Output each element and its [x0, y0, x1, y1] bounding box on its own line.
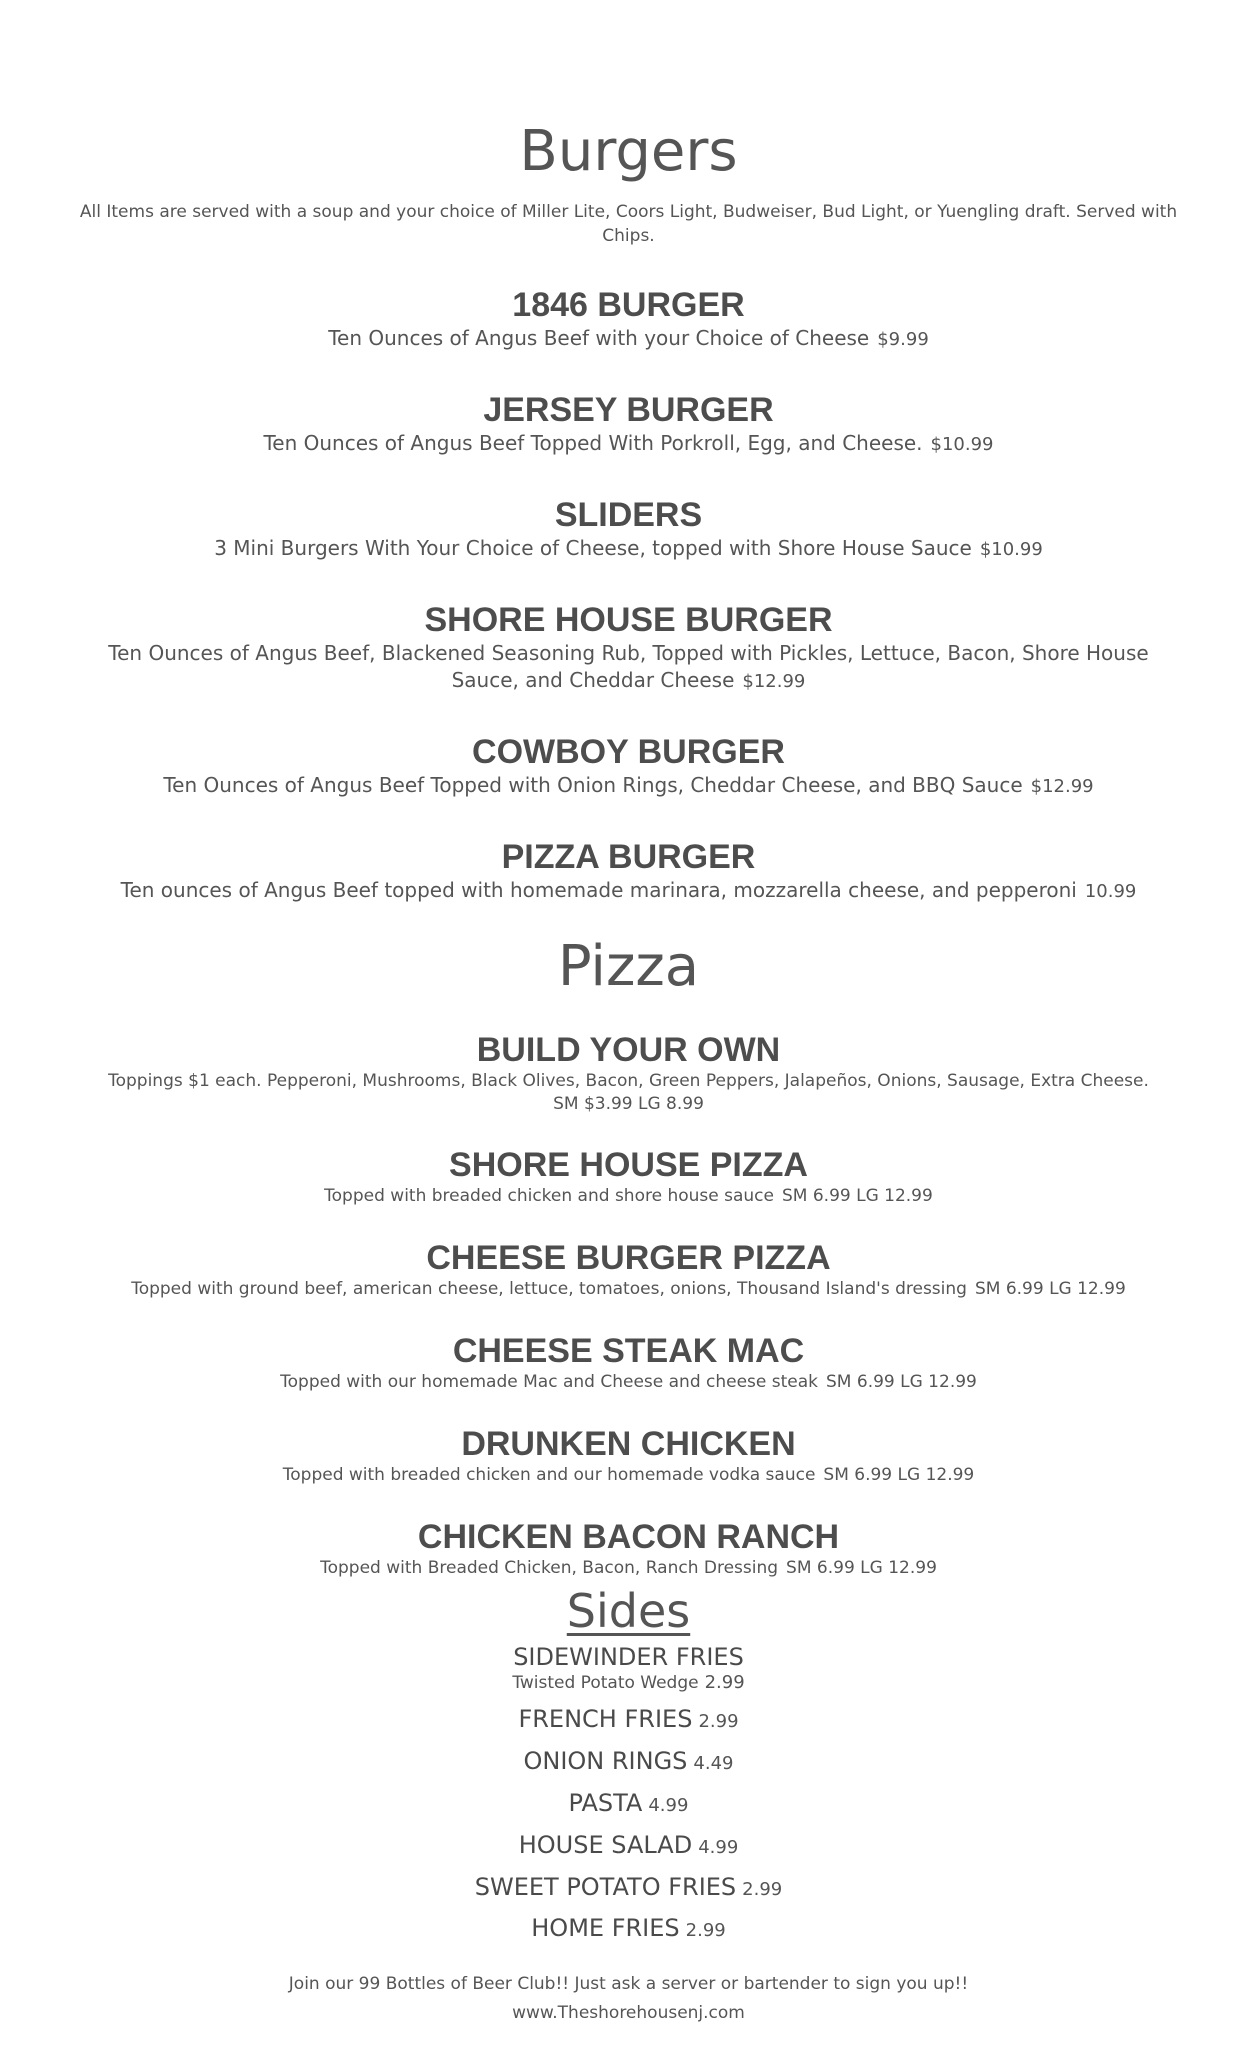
side-item: [0, 1642, 1257, 1694]
menu-item: [0, 1030, 1257, 1116]
item-price: SM 6.99 LG 12.99: [786, 1558, 937, 1578]
item-desc: [79, 640, 1179, 695]
side-item: [0, 1913, 1257, 1946]
website-link[interactable]: www.Theshorehousenj.com: [512, 2003, 745, 2023]
item-price: $10.99: [979, 539, 1043, 560]
side-price: 4.99: [698, 1837, 739, 1858]
side-name-text: SWEET POTATO FRIES: [474, 1873, 737, 1901]
side-name: SIDEWINDER FRIES: [513, 1643, 744, 1671]
item-name: SHORE HOUSE BURGER: [424, 601, 833, 639]
burgers-section: [0, 120, 1257, 184]
item-desc-text: 3 Mini Burgers With Your Choice of Cheese, topped with Shore House Sauce: [214, 536, 972, 560]
item-price: SM 6.99 LG 12.99: [823, 1465, 975, 1485]
side-name-text: HOME FRIES: [531, 1914, 680, 1942]
side-name-text: ONION RINGS: [523, 1747, 688, 1775]
side-name-text: PASTA: [568, 1789, 643, 1817]
side-price: 2.99: [704, 1672, 745, 1693]
side-name-text: FRENCH FRIES: [518, 1705, 693, 1733]
side-name: [0, 1913, 1257, 1946]
menu-item: [0, 600, 1257, 695]
side-name: [0, 1788, 1257, 1821]
item-desc: [69, 772, 1189, 800]
section-title-sides: Sides: [566, 1584, 691, 1638]
item-desc: Toppings $1 each. Pepperoni, Mushrooms, Black Olives, Bacon, Green Peppers, Jalapeños, Onions, Sausage, Extra Cheese.: [108, 1071, 1149, 1091]
item-name: COWBOY BURGER: [472, 733, 785, 771]
menu-item: [0, 732, 1257, 800]
item-name: DRUNKEN CHICKEN: [461, 1425, 796, 1463]
item-desc-text: Topped with breaded chicken and our homemade vodka sauce: [282, 1465, 816, 1485]
side-name: [0, 1704, 1257, 1737]
item-name: SLIDERS: [554, 496, 703, 534]
section-title-pizza: Pizza: [557, 934, 700, 999]
item-name: 1846 BURGER: [512, 286, 745, 324]
item-price: $9.99: [877, 329, 929, 350]
side-price: 4.99: [648, 1795, 689, 1816]
side-name-text: HOUSE SALAD: [518, 1831, 693, 1859]
side-price: 4.49: [693, 1753, 734, 1774]
side-name: [0, 1872, 1257, 1905]
footer-website-block: [0, 2001, 1257, 2025]
side-item: [0, 1788, 1257, 1821]
item-desc-text: Topped with ground beef, american cheese, lettuce, tomatoes, onions, Thousand Island's dressing: [131, 1279, 967, 1299]
item-name: CHEESE BURGER PIZZA: [426, 1239, 831, 1277]
item-name: JERSEY BURGER: [483, 391, 774, 429]
side-item: [0, 1746, 1257, 1779]
menu-item: [0, 1238, 1257, 1301]
item-desc-text: Ten Ounces of Angus Beef Topped With Porkroll, Egg, and Cheese.: [263, 431, 923, 455]
side-price: 2.99: [742, 1879, 783, 1900]
item-price: SM 6.99 LG 12.99: [974, 1279, 1126, 1299]
side-price: 2.99: [698, 1711, 739, 1732]
side-item: [0, 1872, 1257, 1905]
item-name: PIZZA BURGER: [501, 838, 756, 876]
item-desc: [69, 325, 1189, 353]
item-desc-text: Topped with our homemade Mac and Cheese and cheese steak: [280, 1372, 819, 1392]
item-price: $10.99: [930, 434, 994, 455]
side-item: [0, 1830, 1257, 1863]
item-price: $12.99: [742, 671, 806, 692]
item-desc-text: Ten Ounces of Angus Beef Topped with Onion Rings, Cheddar Cheese, and BBQ Sauce: [163, 773, 1023, 797]
section-title-burgers: Burgers: [519, 119, 738, 184]
item-price: $12.99: [1030, 776, 1094, 797]
item-name: CHEESE STEAK MAC: [452, 1332, 805, 1370]
item-name: CHICKEN BACON RANCH: [417, 1518, 840, 1556]
pizza-section: [0, 935, 1257, 999]
item-desc: [69, 1278, 1189, 1301]
menu-item: [0, 1424, 1257, 1487]
item-name: BUILD YOUR OWN: [476, 1031, 781, 1069]
item-desc: [69, 1557, 1189, 1580]
item-price: 10.99: [1084, 881, 1137, 902]
item-desc-text: Ten ounces of Angus Beef topped with homemade marinara, mozzarella cheese, and pepperoni: [120, 878, 1077, 902]
item-desc: [69, 1371, 1189, 1394]
menu-item: [0, 1517, 1257, 1580]
side-item: [0, 1704, 1257, 1737]
menu-item: [0, 285, 1257, 353]
menu-item: [0, 495, 1257, 563]
item-desc-text: Topped with breaded chicken and shore house sauce: [324, 1186, 774, 1206]
beer-club-note: Join our 99 Bottles of Beer Club!! Just ask a server or bartender to sign you up!!: [288, 1974, 969, 1994]
side-price: 2.99: [685, 1920, 726, 1941]
item-desc-text: Ten Ounces of Angus Beef with your Choice of Cheese: [328, 326, 870, 350]
item-price: SM $3.99 LG 8.99: [553, 1094, 704, 1114]
burgers-intro-block: [0, 200, 1257, 248]
side-name: [0, 1830, 1257, 1863]
item-desc: [69, 535, 1189, 563]
item-price: SM 6.99 LG 12.99: [781, 1186, 933, 1206]
menu-item: [0, 1331, 1257, 1394]
item-desc: [69, 877, 1189, 905]
side-desc: [0, 1672, 1257, 1694]
item-price: SM 6.99 LG 12.99: [826, 1372, 977, 1392]
burgers-intro: All Items are served with a soup and your choice of Miller Lite, Coors Light, Budweiser, Bud Light, or Yuengling draft. Served with Chips.: [79, 202, 1178, 246]
side-desc-text: Twisted Potato Wedge: [512, 1673, 699, 1693]
item-name: SHORE HOUSE PIZZA: [449, 1146, 808, 1184]
menu-item: [0, 390, 1257, 458]
footer: [0, 1972, 1257, 1996]
item-desc: [69, 430, 1189, 458]
item-desc: [69, 1464, 1189, 1487]
sides-section: [0, 1583, 1257, 1639]
side-name: [0, 1746, 1257, 1779]
item-desc-text: Topped with Breaded Chicken, Bacon, Ranch Dressing: [320, 1558, 779, 1578]
item-desc-text: Ten Ounces of Angus Beef, Blackened Seasoning Rub, Topped with Pickles, Lettuce, Bacon, Shore House Sauce, and Cheddar Cheese: [108, 641, 1149, 692]
menu-item: [0, 837, 1257, 905]
menu-item: [0, 1145, 1257, 1208]
item-desc: [69, 1185, 1189, 1208]
